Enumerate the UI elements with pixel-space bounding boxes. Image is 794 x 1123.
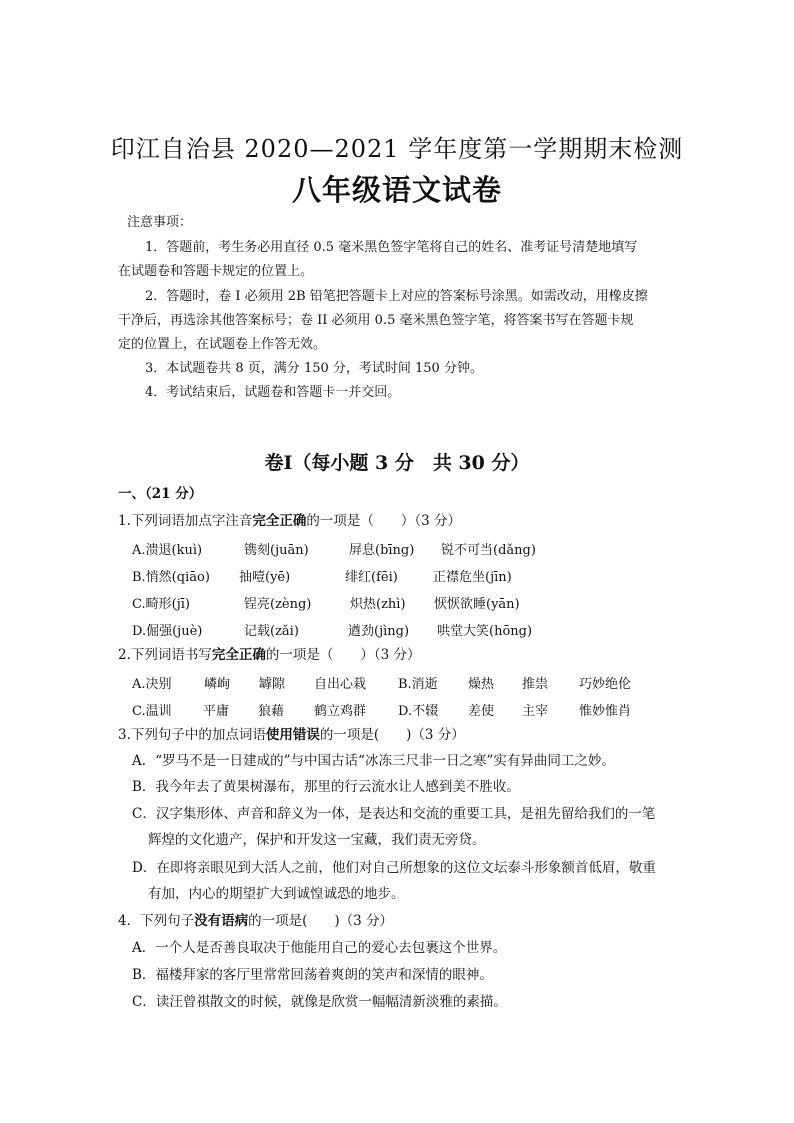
q2-word: 巧妙绝伦 bbox=[579, 677, 632, 692]
q2-word: 嶙峋 bbox=[204, 677, 231, 692]
q1-option: 抽噎(yē) bbox=[239, 570, 291, 585]
q1-row-b bbox=[0, 561, 794, 587]
q1-option: 锃亮(zèng) bbox=[244, 597, 312, 612]
q2-word: 鹤立鸡群 bbox=[314, 704, 367, 719]
q1-option: 正襟危坐(jīn) bbox=[433, 570, 512, 585]
q3-option-a: A．“罗马不是一日建成的”与中国古话“冰冻三尺非一日之寒”实有异曲同工之妙。 bbox=[132, 753, 615, 769]
q1-row-c bbox=[0, 588, 794, 614]
notes-heading: 注意事项： bbox=[127, 215, 193, 230]
notes-line: 4．考试结束后，试题卷和答题卡一并交回。 bbox=[145, 385, 401, 400]
q1-option: 遒劲(jìng) bbox=[348, 624, 410, 639]
exam-subtitle: 八年级语文试卷 bbox=[291, 173, 502, 207]
q2-word: 主宰 bbox=[522, 704, 549, 719]
q4-option-b: B．福楼拜家的客厅里常常回荡着爽朗的笑声和深情的眼神。 bbox=[132, 967, 493, 983]
notes-line: 1．答题前，考生务必用直径 0.5 毫米黑色签字笔将自己的姓名、准考证号清楚地填写 bbox=[145, 240, 638, 255]
q1-option: 屏息(bīng) bbox=[349, 543, 415, 558]
q1-option: 锐不可当(dǎng) bbox=[441, 543, 536, 558]
notes-line: 3．本试题卷共 8 页，满分 150 分，考试时间 150 分钟。 bbox=[145, 361, 483, 376]
q2-word: 推祟 bbox=[522, 677, 549, 692]
q4-option-a: A．一个人是否善良取决于他能用自己的爱心去包裹这个世界。 bbox=[132, 940, 507, 956]
q1-option: 镌刻(juān) bbox=[244, 543, 309, 558]
q4-option-c: C．读汪曾祺散文的时候，就像是欣赏一幅幅清新淡雅的素描。 bbox=[132, 994, 507, 1010]
q2-word: 自出心栽 bbox=[314, 677, 367, 692]
q1-option: B.悄然(qiāo) bbox=[132, 570, 210, 585]
question-1: 1.下列词语加点字注音完全正确的一项是（ ）（3 分） bbox=[118, 513, 462, 529]
q3-option-b: B．我今年去了黄果树瀑布，那里的行云流水让人感到美不胜收。 bbox=[132, 779, 520, 795]
part-heading: 一、（21 分） bbox=[118, 486, 203, 502]
q2-word: 狼藉 bbox=[258, 704, 285, 719]
q2-row-cd bbox=[0, 695, 794, 721]
q1-option: 恹恹欲睡(yān) bbox=[434, 597, 520, 612]
q2-word: 惟妙惟肖 bbox=[579, 704, 632, 719]
q1-option: D.倔强(juè) bbox=[132, 624, 203, 639]
notes-line: 定的位置上，在试题卷上作答无效。 bbox=[118, 337, 327, 352]
q1-option: A.溃退(kuì) bbox=[132, 543, 203, 558]
q2-word: 差使 bbox=[468, 704, 495, 719]
q3-option-d: D．在即将亲眼见到大活人之前，他们对自己所想象的这位文坛泰斗形象额首低眉，敬重 bbox=[132, 860, 656, 876]
notes-line: 在试题卷和答题卡规定的位置上。 bbox=[118, 264, 314, 279]
q2-word: D.不辍 bbox=[398, 704, 439, 719]
q3-option-c-cont: 辉煌的文化遗产，保护和开发这一宝藏，我们责无旁贷。 bbox=[148, 832, 486, 848]
question-3: 3.下列句子中的加点词语使用错误的一项是( )（3 分） bbox=[118, 727, 465, 743]
question-4: 4．下列句子没有语病的一项是( )（3 分） bbox=[118, 913, 394, 929]
q2-row-ab bbox=[0, 668, 794, 694]
q1-row-a bbox=[0, 534, 794, 560]
q2-word: 平庸 bbox=[203, 704, 230, 719]
q1-option: C.畸形(jī) bbox=[132, 597, 190, 612]
notes-line: 干净后，再选涂其他答案标号；卷 II 必须用 0.5 毫米黑色签字笔，将答案书写在答题卡规 bbox=[118, 313, 634, 328]
q3-option-d-cont: 有加，内心的期望扩大到诚惶诚恐的地步。 bbox=[148, 886, 405, 902]
q2-word: B.消逝 bbox=[398, 677, 438, 692]
q1-option: 绯红(fēi) bbox=[345, 570, 398, 585]
q2-word: 燥热 bbox=[468, 677, 495, 692]
q1-option: 炽热(zhì) bbox=[350, 597, 406, 612]
q2-word: A.决别 bbox=[132, 677, 172, 692]
q1-option: 记载(zǎi) bbox=[244, 624, 299, 639]
exam-title: 印江自治县 2020—2021 学年度第一学期期末检测 bbox=[110, 135, 684, 163]
section-title: 卷Ⅰ（每小题 3 分 共 30 分） bbox=[264, 452, 530, 474]
q2-word: C.温训 bbox=[132, 704, 172, 719]
q2-word: 罅隙 bbox=[259, 677, 286, 692]
notes-line: 2．答题时，卷 I 必须用 2B 铅笔把答题卡上对应的答案标号涂黑。如需改动，用橡皮擦 bbox=[145, 289, 648, 304]
question-2: 2.下列词语书写完全正确的一项是（ ）（3 分） bbox=[118, 647, 421, 663]
q3-option-c: C．汉字集形体、声音和辞义为一体，是表达和交流的重要工具，是祖先留给我们的一笔 bbox=[132, 806, 656, 822]
q1-row-d bbox=[0, 615, 794, 641]
q1-option: 哄堂大笑(hōng) bbox=[437, 624, 533, 639]
